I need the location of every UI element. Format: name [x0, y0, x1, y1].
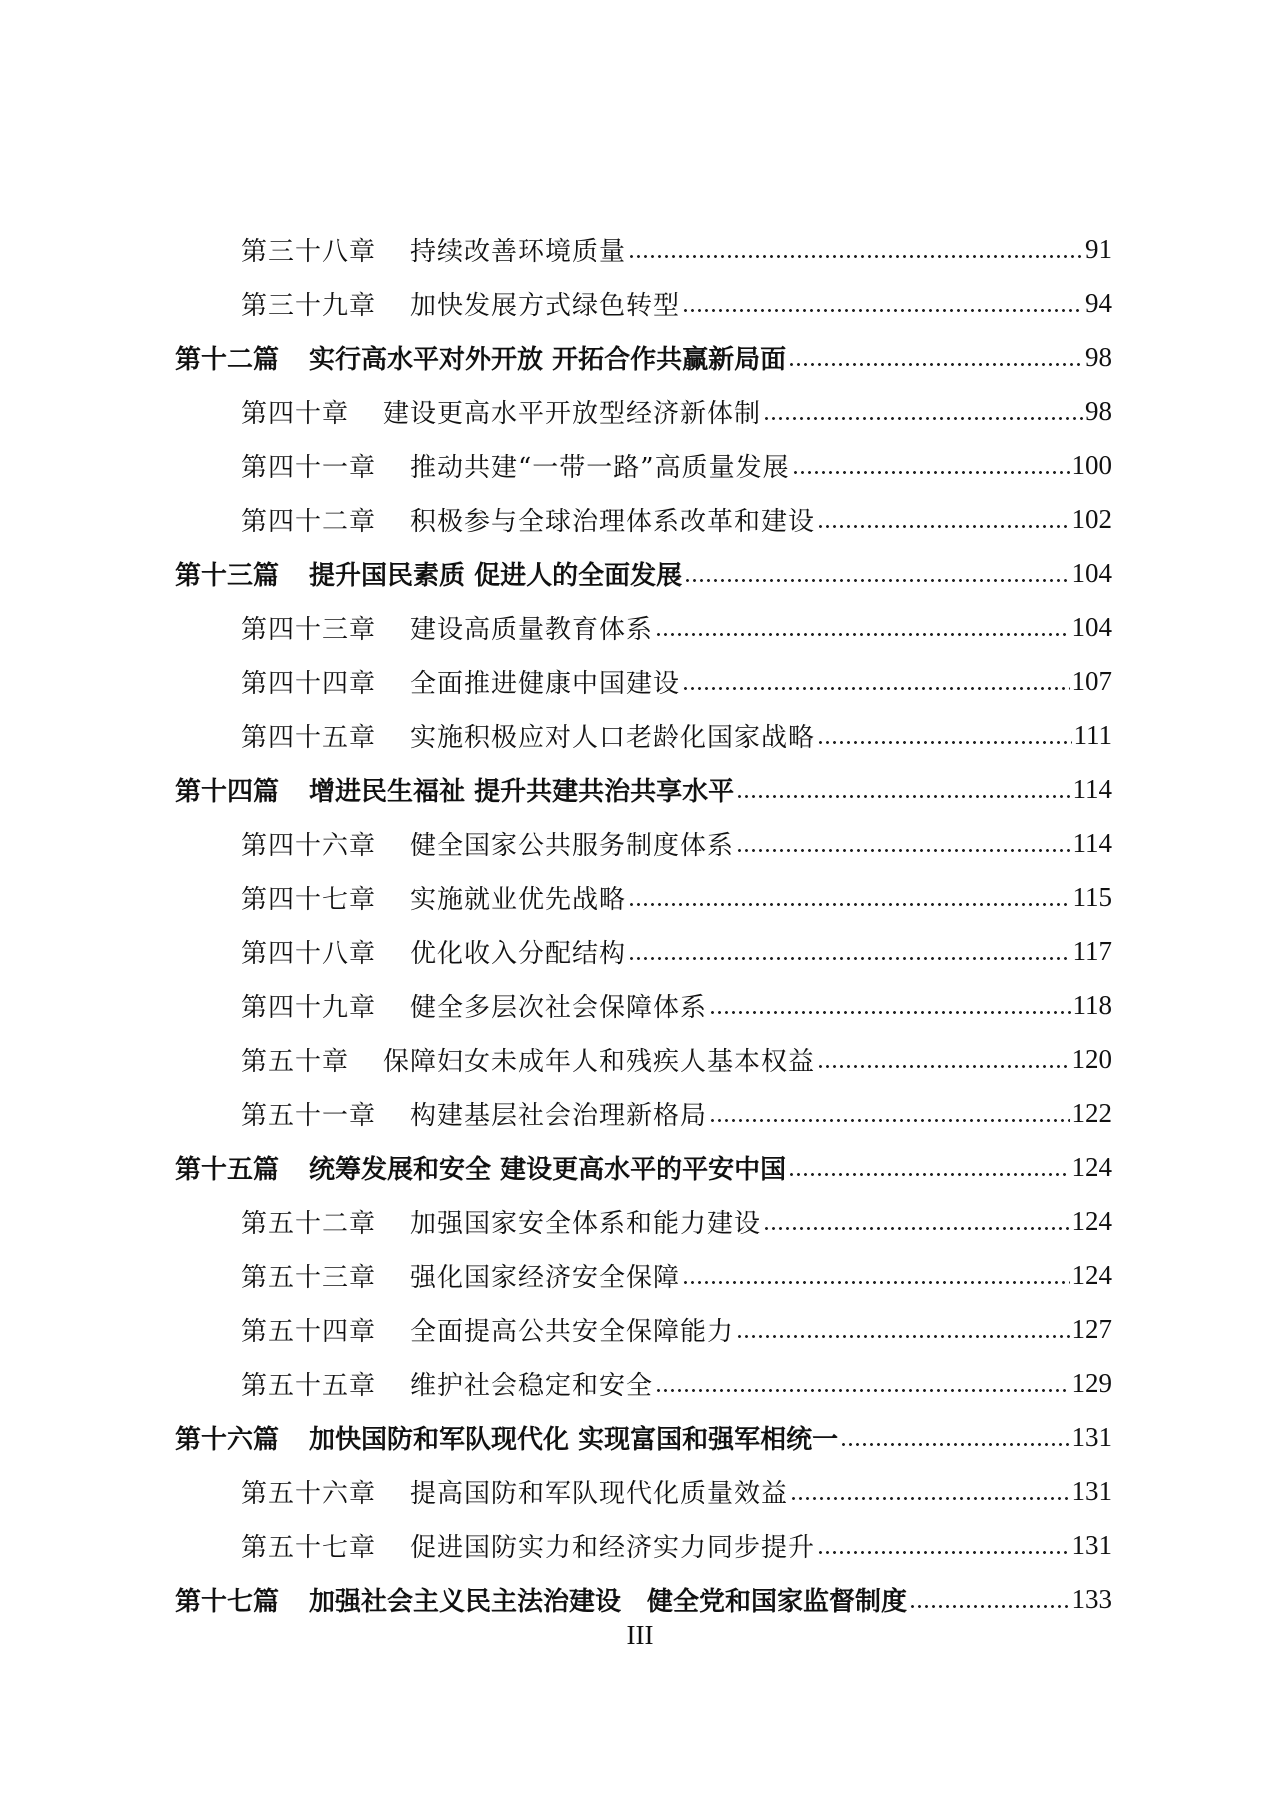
entry-title: 健全国家公共服务制度体系	[410, 830, 735, 861]
dot-leader	[736, 1315, 1069, 1344]
dot-leader	[655, 1369, 1069, 1398]
dot-leader	[684, 559, 1069, 588]
dot-leader	[682, 289, 1083, 318]
toc-entry-chapter[interactable]	[175, 1518, 1112, 1572]
entry-page-number: 124	[1071, 1205, 1112, 1236]
entry-page-number: 124	[1071, 1151, 1112, 1182]
entry-page-number: 104	[1071, 557, 1112, 588]
entry-number: 第十二篇	[175, 344, 280, 375]
entry-number: 第五十五章	[241, 1370, 377, 1401]
entry-title: 强化国家经济安全保障	[410, 1262, 681, 1293]
entry-page-number: 114	[1072, 827, 1112, 858]
entry-page-number: 100	[1071, 449, 1112, 480]
entry-title: 建设高质量教育体系	[410, 614, 654, 645]
entry-title: 积极参与全球治理体系改革和建设	[410, 506, 816, 537]
entry-number: 第四十五章	[241, 722, 377, 753]
toc-entry-chapter[interactable]	[175, 600, 1112, 654]
dot-leader	[682, 667, 1069, 696]
toc-entry-part[interactable]	[175, 1140, 1112, 1194]
entry-title: 提高国防和军队现代化质量效益	[410, 1478, 789, 1509]
entry-number: 第五十四章	[241, 1316, 377, 1347]
entry-title: 持续改善环境质量	[410, 236, 627, 267]
entry-page-number: 127	[1071, 1313, 1112, 1344]
entry-title: 加快发展方式绿色转型	[410, 290, 681, 321]
toc-entry-chapter[interactable]	[175, 222, 1112, 276]
entry-title: 建设更高水平开放型经济新体制	[383, 398, 762, 429]
entry-number: 第四十三章	[241, 614, 377, 645]
toc-entry-chapter[interactable]	[175, 384, 1112, 438]
page-footer-number: III	[626, 1620, 654, 1650]
dot-leader	[628, 937, 1070, 966]
dot-leader	[909, 1585, 1069, 1614]
dot-leader	[792, 451, 1070, 480]
entry-number: 第五十六章	[241, 1478, 377, 1509]
entry-page-number: 117	[1072, 935, 1112, 966]
entry-title: 推动共建“一带一路”高质量发展	[410, 452, 790, 483]
entry-title: 优化收入分配结构	[410, 938, 627, 969]
entry-title: 实行高水平对外开放 开拓合作共赢新局面	[309, 344, 787, 375]
toc-entry-chapter[interactable]	[175, 276, 1112, 330]
entry-title: 保障妇女未成年人和残疾人基本权益	[383, 1046, 816, 1077]
entry-title: 全面推进健康中国建设	[410, 668, 681, 699]
entry-number: 第五十二章	[241, 1208, 377, 1239]
entry-number: 第五十章	[241, 1046, 350, 1077]
entry-page-number: 98	[1085, 395, 1112, 426]
dot-leader	[788, 343, 1083, 372]
entry-page-number: 91	[1085, 233, 1112, 264]
entry-page-number: 98	[1085, 341, 1112, 372]
entry-number: 第四十章	[241, 398, 350, 429]
toc-entry-chapter[interactable]	[175, 1302, 1112, 1356]
entry-number: 第五十七章	[241, 1532, 377, 1563]
entry-page-number: 124	[1071, 1259, 1112, 1290]
entry-title: 增进民生福祉 提升共建共治共享水平	[309, 776, 735, 807]
entry-page-number: 120	[1071, 1043, 1112, 1074]
toc-entry-chapter[interactable]	[175, 1194, 1112, 1248]
entry-number: 第十四篇	[175, 776, 280, 807]
toc-entry-chapter[interactable]	[175, 978, 1112, 1032]
entry-number: 第四十四章	[241, 668, 377, 699]
toc-entry-chapter[interactable]	[175, 1248, 1112, 1302]
entry-number: 第四十六章	[241, 830, 377, 861]
entry-number: 第四十八章	[241, 938, 377, 969]
toc-entry-chapter[interactable]	[175, 816, 1112, 870]
toc-entry-part[interactable]	[175, 1410, 1112, 1464]
toc-entry-chapter[interactable]	[175, 1464, 1112, 1518]
dot-leader	[817, 1045, 1069, 1074]
toc-entry-part[interactable]	[175, 546, 1112, 600]
entry-title: 加快国防和军队现代化 实现富国和强军相统一	[309, 1424, 839, 1455]
dot-leader	[790, 1477, 1069, 1506]
entry-page-number: 131	[1071, 1421, 1112, 1452]
entry-page-number: 118	[1072, 989, 1112, 1020]
entry-title: 全面提高公共安全保障能力	[410, 1316, 735, 1347]
toc-entry-part[interactable]	[175, 762, 1112, 816]
entry-page-number: 107	[1071, 665, 1112, 696]
entry-page-number: 129	[1071, 1367, 1112, 1398]
entry-title: 促进国防实力和经济实力同步提升	[410, 1532, 816, 1563]
entry-page-number: 122	[1071, 1097, 1112, 1128]
entry-title: 加强社会主义民主法治建设 健全党和国家监督制度	[309, 1586, 908, 1617]
dot-leader	[655, 613, 1069, 642]
dot-leader	[682, 1261, 1069, 1290]
entry-number: 第三十八章	[241, 236, 377, 267]
entry-title: 提升国民素质 促进人的全面发展	[309, 560, 683, 591]
entry-title: 实施积极应对人口老龄化国家战略	[410, 722, 816, 753]
entry-title: 维护社会稳定和安全	[410, 1370, 654, 1401]
dot-leader	[709, 991, 1070, 1020]
entry-number: 第十六篇	[175, 1424, 280, 1455]
toc-entry-part[interactable]	[175, 330, 1112, 384]
entry-title: 健全多层次社会保障体系	[410, 992, 708, 1023]
entry-page-number: 104	[1071, 611, 1112, 642]
toc-entry-chapter[interactable]	[175, 1086, 1112, 1140]
entry-number: 第十三篇	[175, 560, 280, 591]
entry-number: 第五十一章	[241, 1100, 377, 1131]
entry-page-number: 111	[1073, 719, 1112, 750]
entry-page-number: 114	[1072, 773, 1112, 804]
toc-entry-chapter[interactable]	[175, 654, 1112, 708]
entry-page-number: 131	[1071, 1529, 1112, 1560]
toc-entry-chapter[interactable]	[175, 924, 1112, 978]
dot-leader	[736, 775, 1070, 804]
entry-page-number: 131	[1071, 1475, 1112, 1506]
entry-page-number: 115	[1072, 881, 1112, 912]
entry-number: 第四十九章	[241, 992, 377, 1023]
dot-leader	[817, 505, 1069, 534]
entry-page-number: 133	[1071, 1583, 1112, 1614]
dot-leader	[788, 1153, 1069, 1182]
entry-number: 第四十七章	[241, 884, 377, 915]
entry-number: 第三十九章	[241, 290, 377, 321]
toc-entry-chapter[interactable]	[175, 708, 1112, 762]
dot-leader	[763, 397, 1083, 426]
entry-title: 加强国家安全体系和能力建设	[410, 1208, 762, 1239]
toc-entry-chapter[interactable]	[175, 438, 1112, 492]
toc-entry-chapter[interactable]	[175, 870, 1112, 924]
dot-leader	[628, 235, 1083, 264]
entry-title: 构建基层社会治理新格局	[410, 1100, 708, 1131]
toc-entry-chapter[interactable]	[175, 1032, 1112, 1086]
entry-number: 第四十一章	[241, 452, 377, 483]
entry-title: 实施就业优先战略	[410, 884, 627, 915]
entry-page-number: 102	[1071, 503, 1112, 534]
entry-page-number: 94	[1085, 287, 1112, 318]
dot-leader	[763, 1207, 1069, 1236]
dot-leader	[817, 721, 1071, 750]
toc-entry-chapter[interactable]	[175, 492, 1112, 546]
dot-leader	[736, 829, 1070, 858]
entry-number: 第五十三章	[241, 1262, 377, 1293]
entry-title: 统筹发展和安全 建设更高水平的平安中国	[309, 1154, 787, 1185]
toc-entry-chapter[interactable]	[175, 1356, 1112, 1410]
entry-number: 第十五篇	[175, 1154, 280, 1185]
dot-leader	[840, 1423, 1069, 1452]
dot-leader	[817, 1531, 1069, 1560]
dot-leader	[709, 1099, 1069, 1128]
dot-leader	[628, 883, 1070, 912]
entry-number: 第四十二章	[241, 506, 377, 537]
entry-number: 第十七篇	[175, 1586, 280, 1617]
table-of-contents	[175, 222, 1112, 1622]
